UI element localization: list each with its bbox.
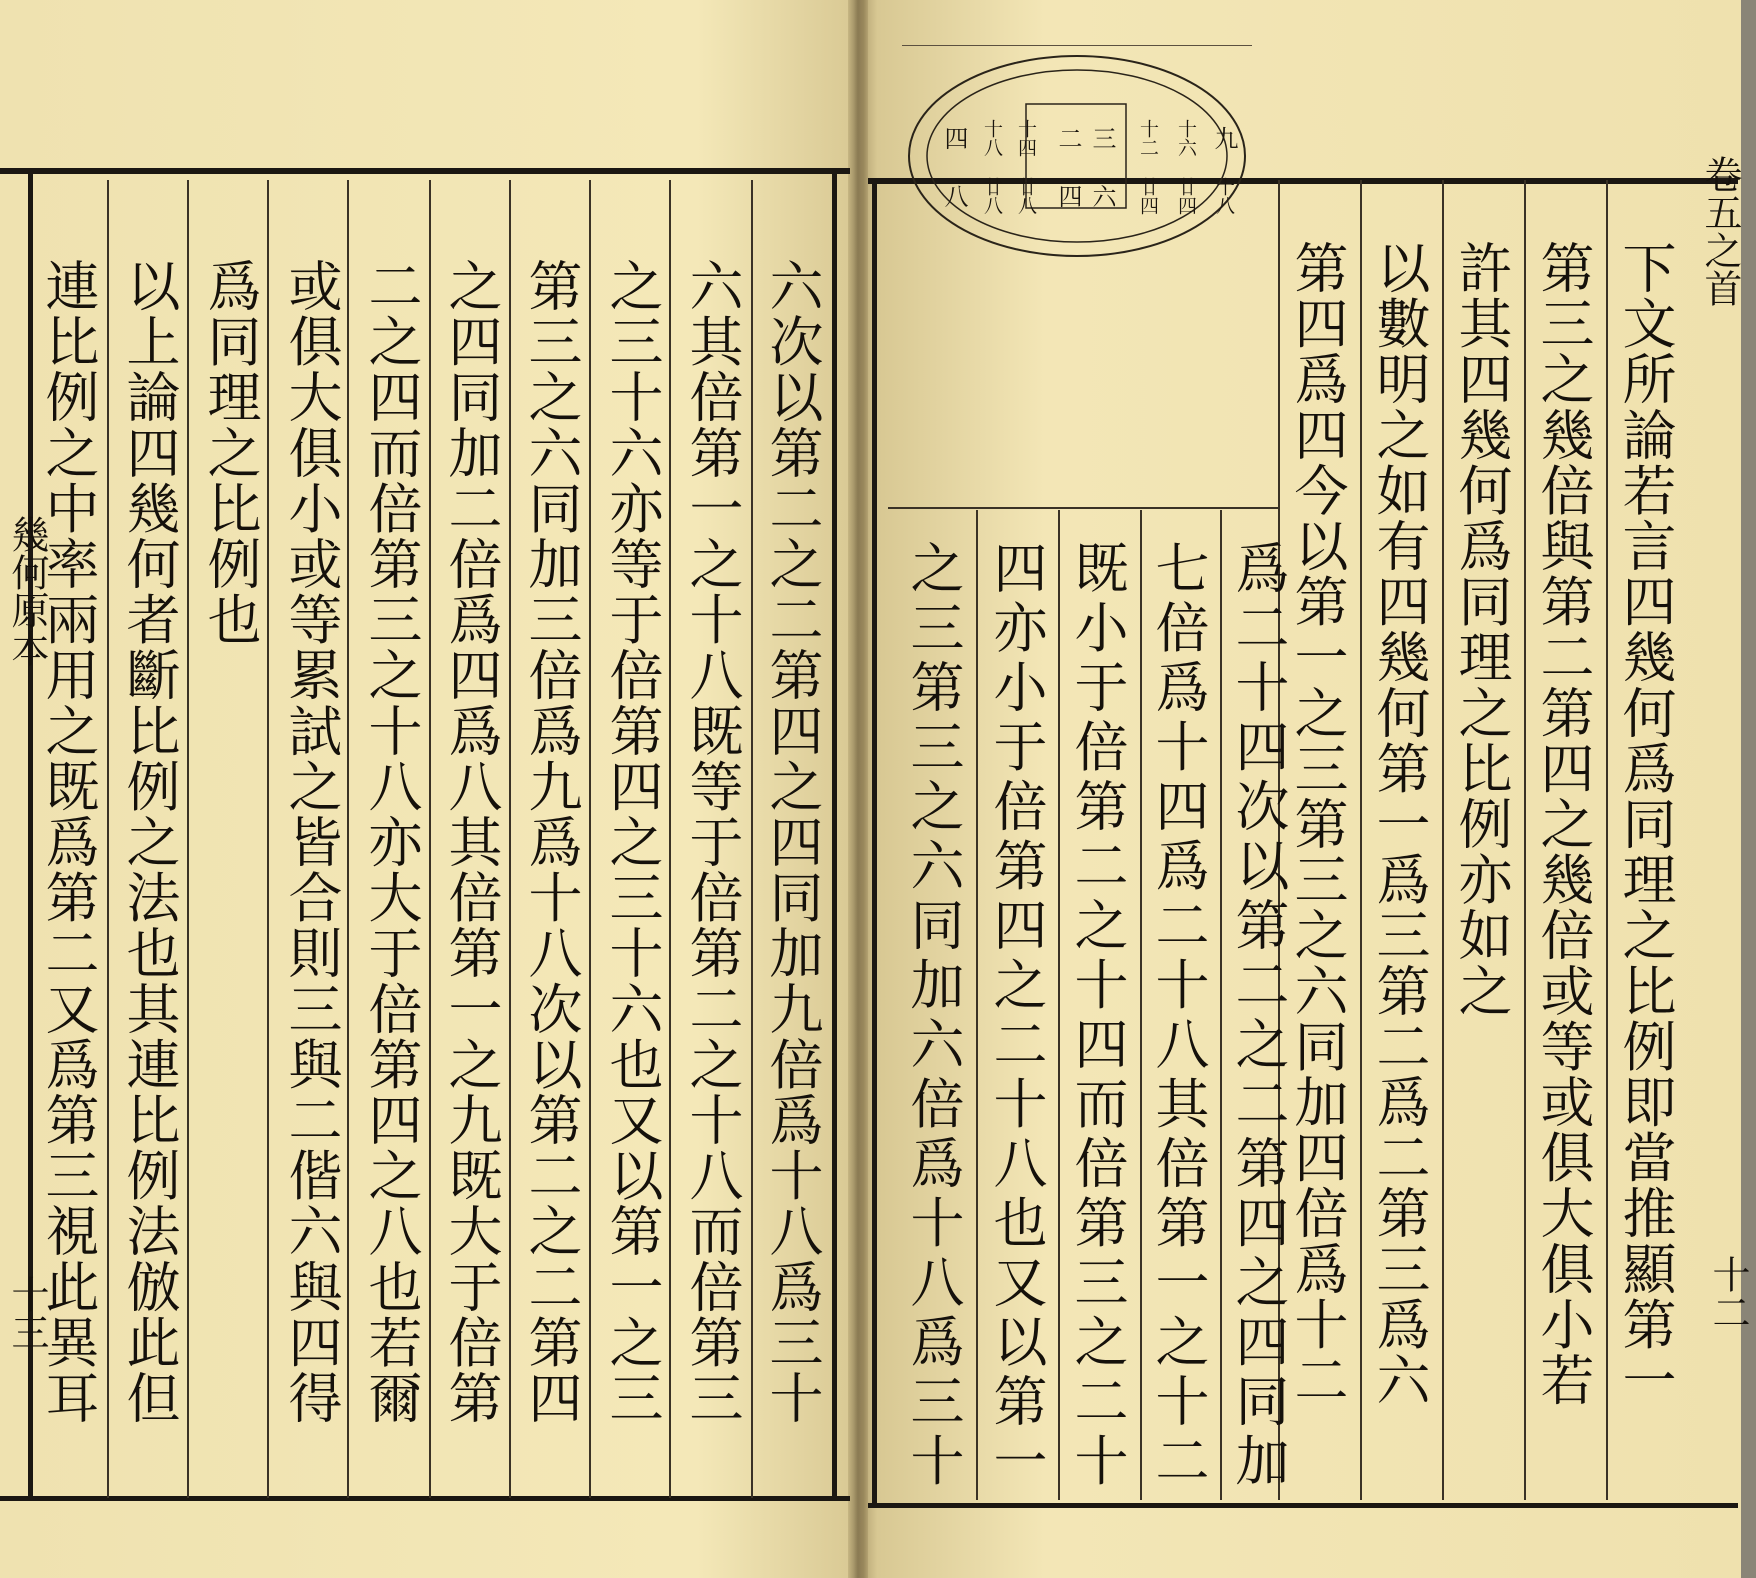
column-rule: [107, 180, 109, 1498]
text-column: 之四同加二倍爲四爲八其倍第一之九既大于倍第: [440, 258, 503, 1426]
column-rule: [976, 510, 978, 1500]
column-rule: [509, 180, 511, 1498]
diagram-number: 廿四: [1175, 177, 1197, 215]
text-column: 既小于倍第二之十四而倍第三之二十: [1066, 540, 1129, 1492]
text-column: 以數明之如有四幾何第一爲三第二爲二第三爲六: [1368, 240, 1431, 1408]
text-column: 六次以第二之二第四之四同加九倍爲十八爲三十: [761, 258, 824, 1426]
diagram-number: 廿八: [981, 177, 1003, 215]
left-page: [0, 0, 858, 1578]
right-page: [858, 0, 1750, 1578]
column-rule: [1524, 180, 1526, 1500]
ratio-diagram: [902, 46, 1252, 269]
column-rule: [187, 180, 189, 1498]
diagram-number: 六: [1088, 184, 1116, 208]
text-column: 或俱大俱小或等累試之皆合則三與二偕六與四得: [280, 258, 343, 1426]
column-rule: [589, 180, 591, 1498]
diagram-number: 三: [1088, 126, 1116, 150]
inner-border: [872, 180, 877, 1507]
diagram-rule: [888, 507, 1278, 509]
column-rule: [751, 180, 753, 1498]
text-column: 連比例之中率兩用之既爲第二又爲第三視此異耳: [37, 258, 100, 1426]
column-rule: [429, 180, 431, 1498]
diagram-number: 十八: [1213, 177, 1235, 215]
text-column: 之三十六亦等于倍第四之三十六也又以第一之三: [601, 258, 664, 1426]
text-column: 六其倍第一之十八既等于倍第二之十八而倍第三: [681, 258, 744, 1426]
folio-number: 十三: [5, 1275, 49, 1351]
text-column: 第三之六同加三倍爲九爲十八次以第二之二第四: [520, 258, 583, 1426]
bottom-border: [0, 1496, 850, 1501]
inner-border: [832, 170, 837, 1500]
volume-label: 卷五之首: [1698, 155, 1742, 307]
diagram-number: 二: [1054, 126, 1082, 150]
diagram-number: 十二: [1137, 119, 1159, 157]
column-rule: [1606, 180, 1608, 1500]
text-column: 以上論四幾何者斷比例之法也其連比例法倣此但: [118, 258, 181, 1426]
bottom-border: [868, 1503, 1738, 1508]
diagram-number: 廿八: [1015, 177, 1037, 215]
column-rule: [267, 180, 269, 1498]
text-column: 第四爲四今以第一之三第三之六同加四倍爲十二: [1286, 240, 1349, 1408]
text-column: 之三第三之六同加六倍爲十八爲三十: [902, 540, 965, 1492]
diagram-number: 八: [940, 184, 968, 208]
column-rule: [1360, 180, 1362, 1500]
text-column: 七倍爲十四爲二十八其倍第一之十二: [1147, 540, 1210, 1492]
diagram-number: 廿四: [1137, 177, 1159, 215]
text-column: 二之四而倍第三之十八亦大于倍第四之八也若爾: [360, 258, 423, 1426]
text-column: 爲二十四次以第二之二第四之四同加: [1227, 540, 1290, 1492]
column-rule: [1220, 510, 1222, 1500]
column-rule: [1140, 510, 1142, 1500]
column-rule: [1058, 510, 1060, 1500]
text-column: 四亦小于倍第四之二十八也又以第一: [985, 540, 1048, 1492]
diagram-number: 十四: [1015, 119, 1037, 157]
folio-number: 十二: [1706, 1255, 1750, 1331]
text-column: 許其四幾何爲同理之比例亦如之: [1450, 240, 1513, 1019]
top-border: [0, 168, 850, 174]
diagram-number: 十八: [981, 119, 1003, 157]
text-column: 下文所論若言四幾何爲同理之比例即當推顯第一: [1614, 240, 1677, 1408]
edge-fragment: 幾何原本: [5, 515, 49, 667]
diagram-number: 四: [940, 126, 968, 150]
diagram-number: 九: [1210, 126, 1238, 150]
diagram-area: [902, 45, 1252, 269]
column-rule: [669, 180, 671, 1498]
text-column: 爲同理之比例也: [199, 258, 262, 648]
text-column: 第三之幾倍與第二第四之幾倍或等或俱大俱小若: [1532, 240, 1595, 1408]
diagram-number: 十六: [1175, 119, 1197, 157]
column-rule: [1442, 180, 1444, 1500]
diagram-number: 四: [1054, 184, 1082, 208]
column-rule: [347, 180, 349, 1498]
